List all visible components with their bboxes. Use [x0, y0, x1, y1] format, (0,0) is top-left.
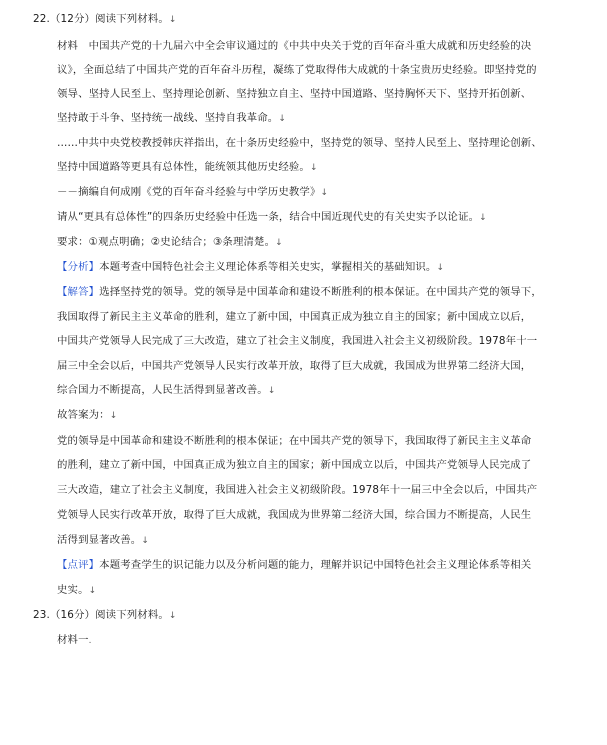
comment-tag: 【点评】 [57, 559, 100, 571]
final-line-5: 活得到显著改善。↓ [57, 534, 150, 546]
answer-line-4: 届三中全会以后，中国共产党领导人民实行改革开放，取得了巨大成就，我国成为世界第二经济大国， [57, 360, 532, 372]
question-prompt: 请从“更具有总体性”的四条历史经验中任选一条，结合中国近现代史的有关史实予以论证。↓ [57, 211, 487, 223]
answer-line-5: 综合国力不断提高，人民生活得到显著改善。↓ [57, 384, 276, 396]
analysis-tag: 【分析】 [57, 261, 100, 273]
answer-tag: 【解答】 [57, 286, 100, 298]
analysis-line: 【分析】本题考查中国特色社会主义理论体系等相关史实，掌握相关的基础知识。↓ [57, 261, 445, 273]
requirements: 要求：①观点明确；②史论结合；③条理清楚。↓ [57, 236, 283, 248]
final-line-1: 党的领导是中国革命和建设不断胜利的根本保证；在中国共产党的领导下，我国取得了新民主主义革命 [57, 435, 532, 447]
final-line-3: 三大改造，建立了社会主义制度，我国进入社会主义初级阶段。1978年十一届三中全会以后，中国共产 [57, 484, 538, 496]
question-23-header: 23.（16分）阅读下列材料。↓ [33, 609, 177, 621]
final-line-2: 的胜利，建立了新中国，中国真正成为独立自主的国家；新中国成立以后，中国共产党领导人民完成了 [57, 459, 532, 471]
material-line-4: 坚持敢于斗争、坚持统一战线、坚持自我革命。↓ [57, 112, 287, 124]
question-22-header: 22.（12分）阅读下列材料。↓ [33, 13, 177, 25]
material-source: －－摘编自何成刚《党的百年奋斗经验与中学历史教学》↓ [57, 186, 329, 198]
answer-line-3: 中国共产党领导人民完成了三大改造，建立了社会主义制度，我国进入社会主义初级阶段。1978年十一 [57, 335, 538, 347]
final-line-4: 党领导人民实行改革开放，取得了巨大成就，我国成为世界第二经济大国，综合国力不断提高，人民生 [57, 509, 532, 521]
comment-line-2: 史实。↓ [57, 584, 97, 596]
material-line-6: 坚持中国道路等更具有总体性，能统领其他历史经验。↓ [57, 161, 318, 173]
material-line-5: ……中共中央党校教授韩庆祥指出，在十条历史经验中，坚持党的领导、坚持人民至上、坚持理论创新、 [57, 137, 542, 149]
answer-line-1: 【解答】选择坚持党的领导。党的领导是中国革命和建设不断胜利的根本保证。在中国共产党的领导下， [57, 286, 542, 298]
question-23-material-label: 材料一. [57, 634, 92, 646]
answer-line-2: 我国取得了新民主主义革命的胜利，建立了新中国，中国真正成为独立自主的国家；新中国成立以后， [57, 311, 532, 323]
material-line-3: 领导、坚持人民至上、坚持理论创新、坚持独立自主、坚持中国道路、坚持胸怀天下、坚持开拓创新、 [57, 88, 532, 100]
final-answer-label: 故答案为：↓ [57, 409, 118, 421]
material-line-2: 议》，全面总结了中国共产党的百年奋斗历程，凝练了党取得伟大成就的十条宝贵历史经验。即坚持党的 [57, 64, 537, 76]
material-line-1: 材料 中国共产党的十九届六中全会审议通过的《中共中央关于党的百年奋斗重大成就和历史经验的决 [57, 40, 532, 52]
comment-line-1: 【点评】本题考查学生的识记能力以及分析问题的能力，理解并识记中国特色社会主义理论体系等相关 [57, 559, 532, 571]
